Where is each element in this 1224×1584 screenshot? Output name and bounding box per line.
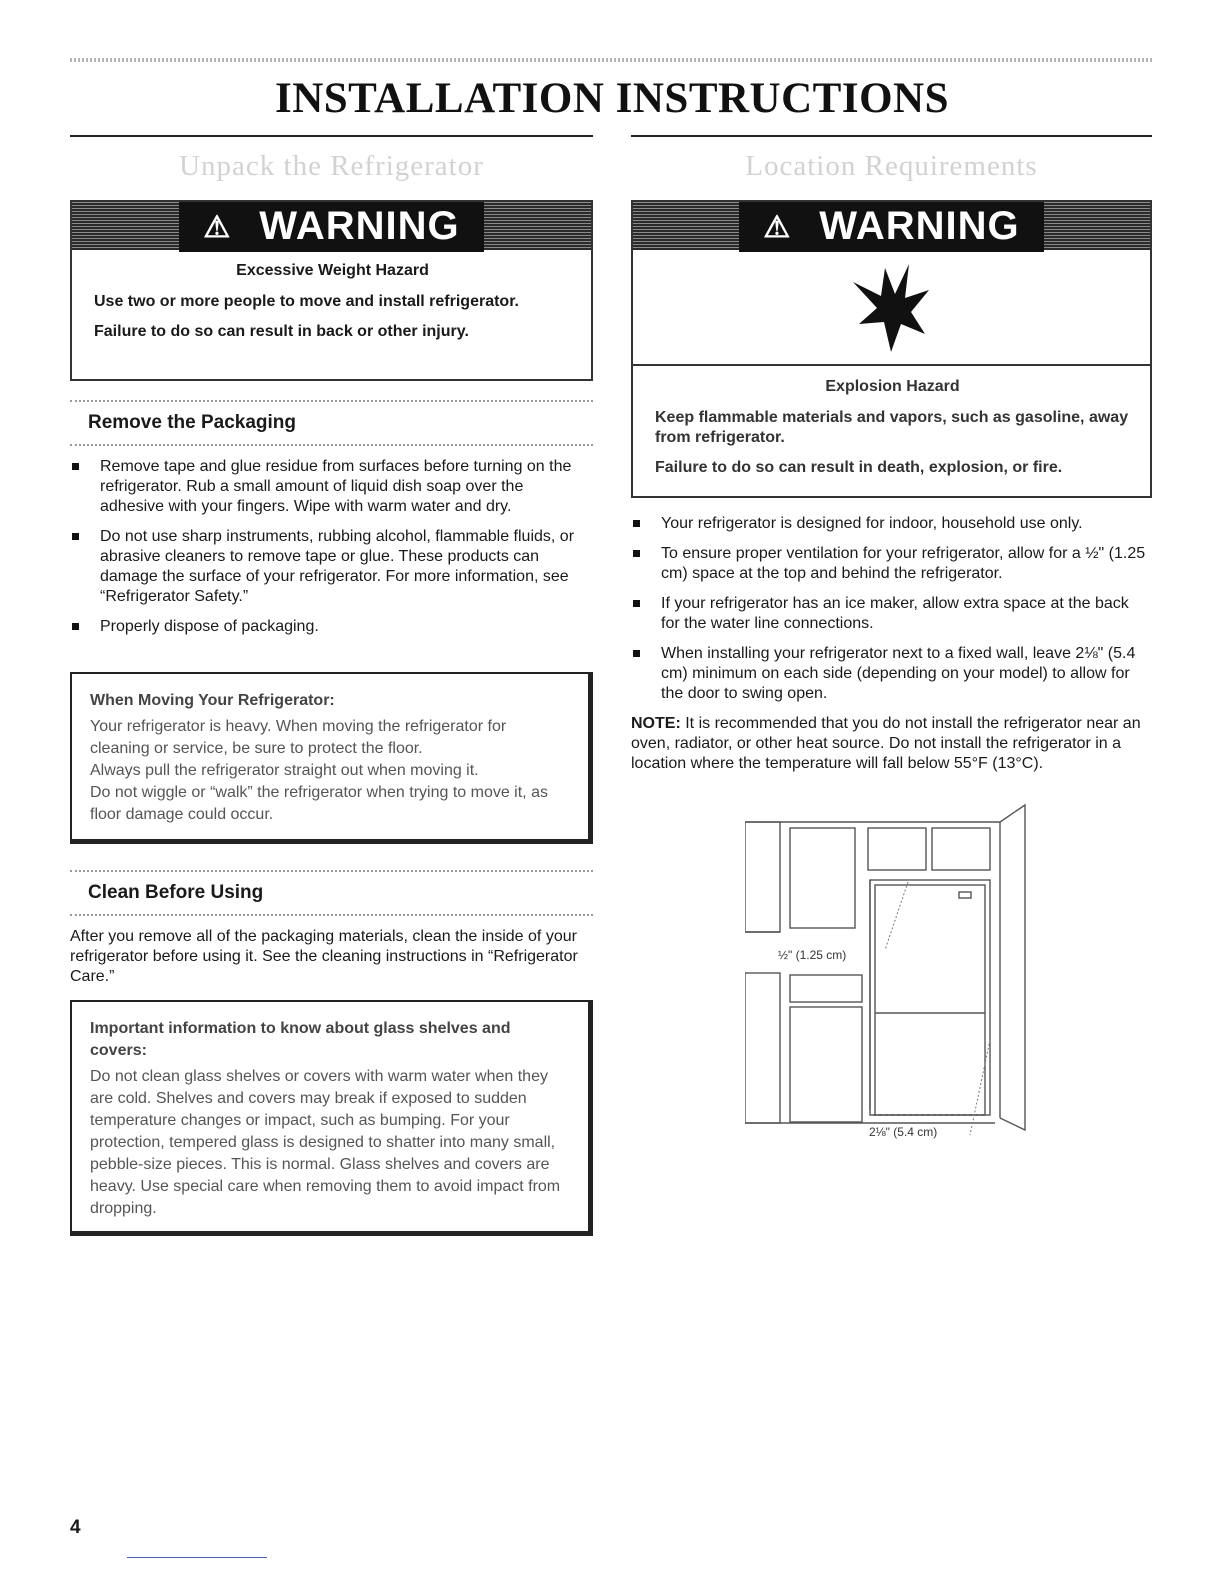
location-requirements-list (631, 514, 1151, 714)
side-clearance-label: 2⅛" (5.4 cm) (869, 1125, 938, 1139)
remove-packaging-heading-text: Remove the Packaging (88, 412, 297, 433)
note-label: NOTE: (631, 715, 681, 732)
hazard-title: Excessive Weight Hazard (236, 262, 429, 279)
list-item: Do not use sharp instruments, rubbing alcohol, flammable fluids, or abrasive cleaners to remove tape or glue. These products can damage the surface of your refrigerator. For more information, see “Refrigerator Safety.” (70, 527, 585, 607)
list-item: Properly dispose of packaging. (70, 617, 585, 637)
section-title-location: Location Requirements (745, 150, 1038, 182)
warning-label: WARNING (807, 202, 1031, 250)
warning-banner (72, 202, 591, 250)
list-item: When installing your refrigerator next to a fixed wall, leave 2⅛" (5.4 cm) minimum on each side (depending on your model) to allow for the door to swing open. (631, 644, 1151, 704)
list-item: Remove tape and glue residue from surfaces before turning on the refrigerator. Rub a small amount of liquid dish soap over the adhesive with your fingers. Wipe with warm water and dry. (70, 457, 585, 517)
warning-instruction: Use two or more people to move and install refrigerator. (94, 293, 519, 310)
clean-before-using-heading (70, 870, 593, 916)
note-text: It is recommended that you do not install the refrigerator near an oven, radiator, or other heat source. Do not install the refrigerator in a location where the temperature will fall below 55°F (13°C). (631, 715, 1141, 772)
warning-triangle-icon: ⚠ (191, 204, 243, 252)
clean-heading-text: Clean Before Using (88, 882, 264, 903)
glass-box-text: Do not clean glass shelves or covers with warm water when they are cold. Shelves and covers may break if exposed to sudden temperature changes or impact, such as bumping. For your protection, tempered glass is designed to shatter into many small, pebble-size pieces. This is normal. Glass shelves and covers are heavy. Use special care when removing them to avoid impact from dropping. (90, 1068, 561, 1217)
explosion-symbol-area (633, 250, 1150, 366)
footer-rule (127, 1557, 267, 1558)
moving-refrigerator-box (70, 672, 593, 844)
moving-box-line: Your refrigerator is heavy. When moving the refrigerator for cleaning or service, be sure to protect the floor. (90, 718, 507, 757)
location-note (631, 714, 1149, 774)
explosion-warning-box (631, 200, 1152, 498)
list-item: Your refrigerator is designed for indoor, household use only. (631, 514, 1151, 534)
remove-packaging-list (70, 457, 585, 647)
warning-instruction: Keep flammable materials and vapors, such as gasoline, away from refrigerator. (655, 409, 1129, 446)
moving-box-line: Always pull the refrigerator straight out when moving it. (90, 762, 479, 779)
warning-consequence: Failure to do so can result in death, explosion, or fire. (655, 459, 1063, 476)
remove-packaging-heading (70, 400, 593, 446)
warning-label: WARNING (247, 202, 471, 250)
page-number: 4 (70, 1517, 81, 1538)
list-item: If your refrigerator has an ice maker, allow extra space at the back for the water line connections. (631, 594, 1151, 634)
explosion-icon (851, 264, 931, 354)
left-title-rule (70, 135, 593, 137)
list-item: To ensure proper ventilation for your refrigerator, allow for a ½" (1.25 cm) space at the top and behind the refrigerator. (631, 544, 1151, 584)
hazard-title: Explosion Hazard (825, 378, 960, 395)
moving-box-title: When Moving Your Refrigerator: (90, 692, 335, 709)
moving-box-line: Do not wiggle or “walk” the refrigerator when trying to move it, as floor damage could occur. (90, 784, 548, 823)
top-dotted-rule (70, 58, 1152, 62)
warning-banner (633, 202, 1150, 250)
glass-box-title: Important information to know about glass shelves and covers: (90, 1020, 511, 1059)
page-title: INSTALLATION INSTRUCTIONS (274, 75, 949, 122)
top-clearance-label: ½" (1.25 cm) (778, 948, 847, 962)
right-title-rule (631, 135, 1152, 137)
section-title-unpack: Unpack the Refrigerator (179, 150, 484, 182)
warning-consequence: Failure to do so can result in back or other injury. (94, 323, 469, 340)
clearance-diagram (745, 800, 1030, 1145)
warning-triangle-icon: ⚠ (751, 204, 803, 252)
clean-instructions: After you remove all of the packaging materials, clean the inside of your refrigerator before using it. See the cleaning instructions in “Refrigerator Care.” (70, 928, 578, 985)
weight-warning-box (70, 200, 593, 381)
glass-shelves-box (70, 1000, 593, 1236)
